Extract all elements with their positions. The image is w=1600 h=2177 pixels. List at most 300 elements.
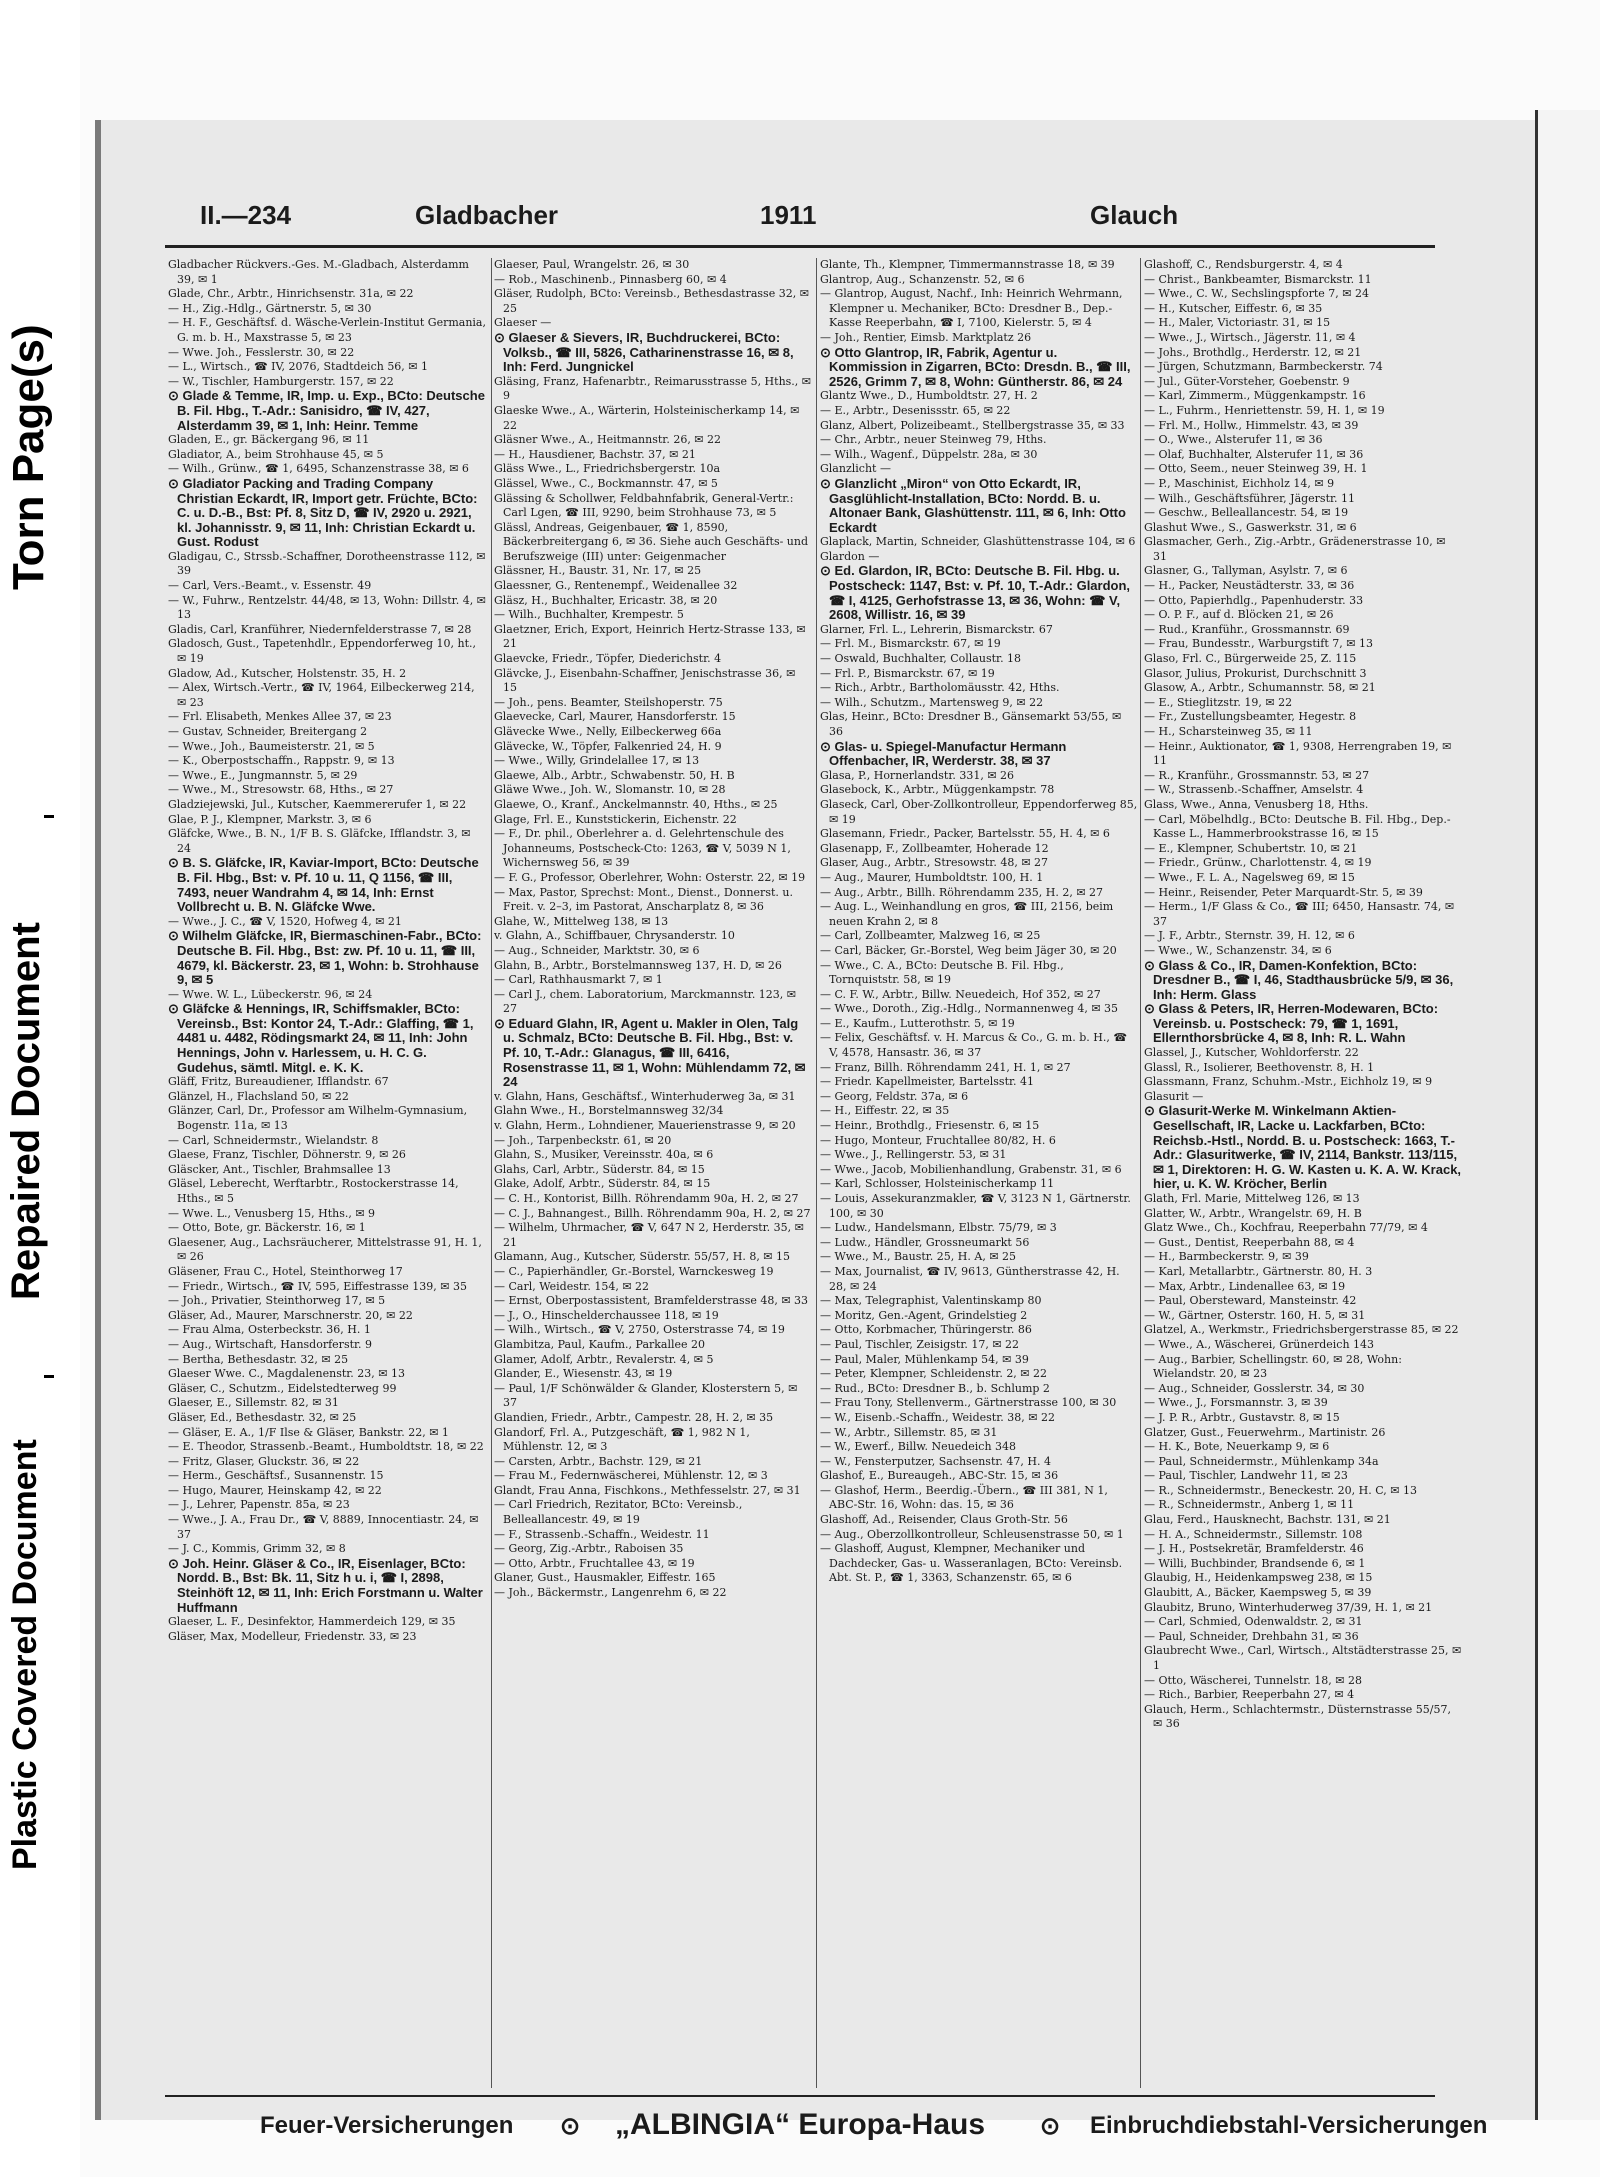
directory-entry: — Ludw., Handelsmann, Elbstr. 75/79, ✉ 3 <box>820 1221 1057 1235</box>
scan-sidebar <box>0 0 80 2177</box>
directory-entry: — Wilh., Schutzm., Martensweg 9, ✉ 22 <box>820 695 1044 709</box>
directory-entry: Glaner, Gust., Hausmakler, Eiffestr. 165 <box>494 1571 716 1585</box>
directory-entry: — Frl. Elisabeth, Menkes Allee 37, ✉ 23 <box>168 710 392 724</box>
directory-entry: — Gläser, E. A., 1/F Ilse & Gläser, Bankstr. 22, ✉ 1 <box>168 1425 449 1439</box>
directory-entry: — Carl J., chem. Laboratorium, Marckmannstr. 123, ✉ 27 <box>494 987 797 1016</box>
directory-entry: — Carl, Schneidermstr., Wielandstr. 8 <box>168 1133 379 1147</box>
directory-entry: Glashoff, Ad., Reisender, Claus Groth-Str. 56 <box>820 1513 1068 1527</box>
directory-entry: ⊙ Gläfcke & Hennings, IR, Schiffsmakler, BCto: Vereinsb., Bst: Kontor 24, T.-Adr.: Glaffing, ☎ 1, 4481 u. 4482, Rödingsmarkt 24, ✉ 11, Inh: John Hennings, John v. Harlessem, u. H. C. G. Gudehus, sämtl. Mitgl. e. K. K. <box>168 1001 474 1075</box>
header-left-word: Gladbacher <box>415 200 559 230</box>
directory-entry: — R., Schneidermstr., Beneckestr. 20, H. C, ✉ 13 <box>1144 1483 1417 1497</box>
directory-entry: — Rud., Kranführ., Grossmannstr. 69 <box>1144 622 1350 636</box>
sidebar-divider <box>44 815 54 818</box>
directory-entry: — F. G., Professor, Oberlehrer, Wohn: Osterstr. 22, ✉ 19 <box>494 870 806 884</box>
directory-entry: — Carsten, Arbtr., Bachstr. 129, ✉ 21 <box>494 1454 703 1468</box>
column-divider <box>491 258 492 2088</box>
directory-entry: Glasow, A., Arbtr., Schumannstr. 58, ✉ 21 <box>1144 681 1376 695</box>
directory-entry: Glasor, Julius, Prokurist, Durchschnitt 3 <box>1144 666 1367 680</box>
directory-entry: Glage, Frl. E., Kunststickerin, Eichenstr. 22 <box>494 812 737 826</box>
directory-entry: Glarner, Frl. L., Lehrerin, Bismarckstr. 67 <box>820 622 1053 636</box>
directory-entry: — J., O., Hinschelderchaussee 118, ✉ 19 <box>494 1308 719 1322</box>
directory-entry: — W., Arbtr., Sillemstr. 85, ✉ 31 <box>820 1425 998 1439</box>
directory-entry: — H. F., Geschäftsf. d. Wäsche-Verlein-Institut Germania, G. m. b. H., Maxstrasse 5, ✉ 23 <box>168 316 486 344</box>
directory-entry: — J. C., Kommis, Grimm 32, ✉ 8 <box>168 1542 346 1556</box>
header-rule <box>165 245 1435 248</box>
directory-entry: — H., Scharsteinweg 35, ✉ 11 <box>1144 725 1313 738</box>
directory-entry: Glath, Frl. Marie, Mittelweg 126, ✉ 13 <box>1144 1192 1360 1205</box>
directory-entry: Glävecke Wwe., Nelly, Eilbeckerweg 66a <box>494 725 722 738</box>
directory-entry: — Friedr., Grünw., Charlottenstr. 4, ✉ 19 <box>1144 856 1372 870</box>
directory-entry: — Wwe., J. A., Frau Dr., ☎ V, 8889, Innocentiastr. 24, ✉ 37 <box>168 1513 479 1541</box>
directory-entry: Gladigau, C., Strssb.-Schaffner, Dorotheenstrasse 112, ✉ 39 <box>168 549 486 578</box>
directory-entry: — Paul, Tischler, Landwehr 11, ✉ 23 <box>1144 1469 1348 1483</box>
directory-entry: — O., Wwe., Alsterufer 11, ✉ 36 <box>1144 433 1323 447</box>
directory-entry: — J. F., Arbtr., Sternstr. 39, H. 12, ✉ 6 <box>1144 929 1355 943</box>
directory-entry: Glasa, P., Hornerlandstr. 331, ✉ 26 <box>820 768 1015 782</box>
directory-entry: — Glashof, Herm., Beerdig.-Übern., ☎ III 381, N 1, ABC-Str. 16, Wohn: das. 15, ✉ 36 <box>820 1483 1108 1512</box>
directory-entry: Glae, P. J., Klempner, Markstr. 3, ✉ 6 <box>168 812 372 826</box>
page-number: II.—234 <box>200 200 292 230</box>
directory-column-2 <box>494 258 812 2098</box>
directory-entry: Glaewe, O., Kranf., Anckelmannstr. 40, Hths., ✉ 25 <box>494 797 778 811</box>
header-right-word: Glauch <box>1090 200 1179 230</box>
directory-entry: — Aug., Oberzollkontrolleur, Schleusenstrasse 50, ✉ 1 <box>820 1527 1124 1541</box>
directory-entry: — Gust., Dentist, Reeperbahn 88, ✉ 4 <box>1144 1235 1355 1249</box>
repaired-document-label: Repaired Document <box>4 922 48 1300</box>
directory-entry: — Johs., Brothdlg., Herderstr. 12, ✉ 21 <box>1144 345 1362 359</box>
directory-entry: — Max, Pastor, Sprechst: Mont., Dienst., Donnerst. u. Freit. v. 2–3, im Pastorat, Anscharplatz 8, ✉ 36 <box>494 885 793 914</box>
directory-entry: — J. H., Postsekretär, Bramfelderstr. 46 <box>1144 1542 1364 1556</box>
directory-entry: Glau, Ferd., Hausknecht, Bachstr. 131, ✉ 21 <box>1144 1513 1391 1527</box>
directory-entry: Glaubig, H., Heidenkampsweg 238, ✉ 15 <box>1144 1571 1373 1585</box>
directory-entry: — Heinr., Reisender, Peter Marquardt-Str. 5, ✉ 39 <box>1144 885 1423 899</box>
directory-entry: — Friedr. Kapellmeister, Bartelsstr. 41 <box>820 1075 1035 1089</box>
directory-entry: — W., Tischler, Hamburgerstr. 157, ✉ 22 <box>168 374 394 388</box>
directory-entry: — Jul., Güter-Vorsteher, Goebenstr. 9 <box>1144 374 1350 388</box>
directory-entry: v. Glahn, Hans, Geschäftsf., Winterhuderweg 3a, ✉ 31 <box>494 1089 796 1103</box>
page-header <box>200 200 1435 240</box>
directory-entry: ⊙ Ed. Glardon, IR, BCto: Deutsche B. Fil. Hbg. u. Postscheck: 1147, Bst: v. Pf. 10, T.-Adr.: Glardon, ☎ I, 4125, Gerhofstrasse 13, ✉ 36, Wohn: ☎ V, 2608, Willistr. 16, ✉ 39 <box>820 563 1131 623</box>
directory-entry: Glänzel, H., Flachsland 50, ✉ 22 <box>168 1089 349 1103</box>
directory-entry: Gläser, Ed., Bethesdastr. 32, ✉ 25 <box>168 1410 357 1424</box>
directory-entry: Gladen, E., gr. Bäckergang 96, ✉ 11 <box>168 433 370 447</box>
directory-entry: — O. P. F., auf d. Blöcken 21, ✉ 26 <box>1144 608 1334 622</box>
directory-entry: Glaeser, Paul, Wrangelstr. 26, ✉ 30 <box>494 258 690 271</box>
directory-entry: Glaetzner, Erich, Export, Heinrich Hertz-Strasse 133, ✉ 21 <box>494 622 806 651</box>
directory-entry: Glatz Wwe., Ch., Kochfrau, Reeperbahn 77/79, ✉ 4 <box>1144 1221 1428 1235</box>
directory-entry: — Rud., BCto: Dresdner B., b. Schlump 2 <box>820 1381 1050 1395</box>
directory-entry: Glahs, Carl, Arbtr., Süderstr. 84, ✉ 15 <box>494 1162 705 1176</box>
directory-entry: — Otto, Wäscherei, Tunnelstr. 18, ✉ 28 <box>1144 1673 1362 1687</box>
directory-entry: — W., Fuhrw., Rentzelstr. 44/48, ✉ 13, Wohn: Dillstr. 4, ✉ 13 <box>168 593 486 622</box>
directory-entry: Glante, Th., Klempner, Timmermannstrasse 18, ✉ 39 <box>820 258 1115 271</box>
directory-entry: — Paul, Maler, Mühlenkamp 54, ✉ 39 <box>820 1352 1029 1366</box>
directory-column-1 <box>168 258 486 2098</box>
directory-entry: ⊙ Glass & Peters, IR, Herren-Modewaren, BCto: Vereinsb. u. Postscheck: 79, ☎ 1, 1691, Ellernthorsbrücke 4, ✉ 8, Inh: R. L. Wahn <box>1144 1001 1439 1046</box>
directory-entry: — Olaf, Buchhalter, Alsterufer 11, ✉ 36 <box>1144 447 1364 461</box>
directory-entry: Glamer, Adolf, Arbtr., Revalerstr. 4, ✉ 5 <box>494 1352 714 1366</box>
footer-right-ad: Einbruchdiebstahl-Versicherungen <box>1090 2112 1488 2139</box>
directory-entry: — W., Eisenb.-Schaffn., Weidestr. 38, ✉ 22 <box>820 1410 1055 1424</box>
directory-entry: Glaeser, E., Sillemstr. 82, ✉ 31 <box>168 1396 339 1410</box>
directory-entry: — W., Gärtner, Osterstr. 160, H. 5, ✉ 31 <box>1144 1308 1366 1322</box>
directory-entry: Glamann, Aug., Kutscher, Süderstr. 55/57, H. 8, ✉ 15 <box>494 1250 791 1264</box>
directory-entry: Glahn, B., Arbtr., Borstelmannsweg 137, H. D, ✉ 26 <box>494 958 782 972</box>
directory-entry: Glasner, G., Tallyman, Asylstr. 7, ✉ 6 <box>1144 564 1348 578</box>
directory-entry: — Frl. M., Hollw., Himmelstr. 43, ✉ 39 <box>1144 418 1359 432</box>
directory-entry: — Georg, Feldstr. 37a, ✉ 6 <box>820 1089 969 1103</box>
directory-entry: — Aug., Schneider, Gosslerstr. 34, ✉ 30 <box>1144 1381 1365 1395</box>
directory-entry: — Paul, Schneider, Drehbahn 31, ✉ 36 <box>1144 1629 1359 1643</box>
directory-entry: ⊙ Glas- u. Spiegel-Manufactur Hermann Offenbacher, IR, Werderstr. 38, ✉ 37 <box>820 738 1067 769</box>
directory-entry: Glaeske Wwe., A., Wärterin, Holsteinischerkamp 14, ✉ 22 <box>494 403 800 432</box>
directory-entry: Glauch, Herm., Schlachtermstr., Düsternstrasse 55/57, ✉ 36 <box>1144 1702 1451 1731</box>
directory-entry: — Wwe., W., Schanzenstr. 34, ✉ 6 <box>1144 943 1332 957</box>
directory-entry: ⊙ Glanzlicht „Miron“ von Otto Eckardt, IR, Gasglühlicht-Installation, BCto: Nordd. B. u. Altonaer Bank, Glashüttenstr. 111, ✉ 6, Inh: Otto Eckardt <box>820 475 1126 535</box>
directory-entry: — Wwe., M., Baustr. 25, H. A, ✉ 25 <box>820 1250 1017 1264</box>
directory-entry: — E., Kaufm., Lutterothstr. 5, ✉ 19 <box>820 1016 1015 1030</box>
directory-entry: Glandorf, Frl. A., Putzgeschäft, ☎ 1, 982 N 1, Mühlenstr. 12, ✉ 3 <box>494 1425 750 1454</box>
directory-entry: Glahe, W., Mittelweg 138, ✉ 13 <box>494 914 669 928</box>
directory-entry: — Wilh., Wirtsch., ☎ V, 2750, Osterstrasse 74, ✉ 19 <box>494 1323 785 1337</box>
directory-entry: Glässner, H., Baustr. 31, Nr. 17, ✉ 25 <box>494 564 702 578</box>
footer-separator-icon: ⊙ <box>1040 2113 1061 2140</box>
directory-entry: — Christ., Bankbeamter, Bismarckstr. 11 <box>1144 272 1372 286</box>
directory-entry: Glambitza, Paul, Kaufm., Parkallee 20 <box>494 1337 706 1351</box>
directory-entry: — Wwe., J., Wirtsch., Jägerstr. 11, ✉ 4 <box>1144 330 1356 344</box>
directory-entry: — Frau M., Federnwäscherei, Mühlenstr. 12, ✉ 3 <box>494 1469 768 1483</box>
directory-entry: Gläwe Wwe., Joh. W., Slomanstr. 10, ✉ 28 <box>494 783 726 797</box>
directory-entry: Glaevcke, Friedr., Töpfer, Diederichstr. 4 <box>494 652 722 666</box>
directory-entry: — Wilh., Wagenf., Düppelstr. 28a, ✉ 30 <box>820 447 1038 461</box>
directory-entry: Glässel, Wwe., C., Bockmannstr. 47, ✉ 5 <box>494 476 718 490</box>
directory-entry: ⊙ Glaeser & Sievers, IR, Buchdruckerei, BCto: Volksb., ☎ III, 5826, Catharinenstrasse 16, ✉ 8, Inh: Ferd. Jungnickel <box>494 329 794 375</box>
directory-entry: — Max, Journalist, ☎ IV, 9613, Güntherstrasse 42, H. 28, ✉ 24 <box>820 1264 1120 1293</box>
directory-entry: — Heinr., Brothdlg., Friesenstr. 6, ✉ 15 <box>820 1119 1040 1133</box>
directory-entry: — Wilh., Buchhalter, Krempestr. 5 <box>494 608 684 622</box>
directory-entry: Glaese, Franz, Tischler, Döhnerstr. 9, ✉ 26 <box>168 1148 406 1162</box>
directory-entry: — Wwe., J., Forsmannstr. 3, ✉ 39 <box>1144 1396 1328 1410</box>
directory-entry: — Fr., Zustellungsbeamter, Hegestr. 8 <box>1144 710 1357 724</box>
directory-entry: — Wwe. W. L., Lübeckerstr. 96, ✉ 24 <box>168 987 373 1001</box>
directory-entry: — Wilhelm, Uhrmacher, ☎ V, 647 N 2, Herderstr. 35, ✉ 21 <box>494 1221 804 1249</box>
directory-entry: — Jürgen, Schutzmann, Barmbeckerstr. 74 <box>1144 360 1383 374</box>
directory-entry: — Gustav, Schneider, Breitergang 2 <box>168 725 368 738</box>
directory-entry: Glaeser, L. F., Desinfektor, Hammerdeich 129, ✉ 35 <box>168 1615 456 1629</box>
directory-entry: — H., Kutscher, Eiffestr. 6, ✉ 35 <box>1144 301 1323 315</box>
directory-entry: — K., Oberpostschaffn., Rappstr. 9, ✉ 13 <box>168 754 395 768</box>
directory-entry: — Wwe., F. L. A., Nagelsweg 69, ✉ 15 <box>1144 870 1355 884</box>
directory-entry: Glaubrecht Wwe., Carl, Wirtsch., Altstädterstrasse 25, ✉ 1 <box>1144 1644 1462 1672</box>
torn-pages-label: Torn Page(s) <box>4 324 53 590</box>
directory-entry: — Karl, Metallarbtr., Gärtnerstr. 80, H. 3 <box>1144 1264 1373 1278</box>
directory-entry: Glandt, Frau Anna, Fischkons., Methfesselstr. 27, ✉ 31 <box>494 1483 801 1497</box>
directory-entry: — Wwe., Willy, Grindelallee 17, ✉ 13 <box>494 754 700 768</box>
directory-entry: — Wilh., Geschäftsführer, Jägerstr. 11 <box>1144 491 1356 505</box>
directory-entry: Glass, Wwe., Anna, Venusberg 18, Hths. <box>1144 797 1369 811</box>
directory-entry: ⊙ Gladiator Packing and Trading Company Christian Eckardt, IR, Import getr. Früchte, BCto: C. u. D.-B., Bst: Pf. 8, Sitz D, ☎ IV, 2920 u. 2921, kl. Johannisstr. 9, ✉ 11, Inh: Christian Eckardt u. Gust. Rodust <box>168 475 478 550</box>
directory-entry: — Carl, Vers.-Beamt., v. Essenstr. 49 <box>168 579 372 593</box>
directory-entry: — Wwe., E., Jungmannstr. 5, ✉ 29 <box>168 768 358 782</box>
directory-entry: Glantrop, Aug., Schanzenstr. 52, ✉ 6 <box>820 272 1025 286</box>
directory-entry: — Geschw., Belleallancestr. 54, ✉ 19 <box>1144 506 1349 520</box>
directory-entry: — Wwe., J., Rellingerstr. 53, ✉ 31 <box>820 1148 1007 1162</box>
directory-entry: — H., Zig.-Hdlg., Gärtnerstr. 5, ✉ 30 <box>168 301 372 315</box>
directory-entry: — Otto, Korbmacher, Thüringerstr. 86 <box>820 1323 1032 1337</box>
directory-entry: Gladosch, Gust., Tapetenhdlr., Eppendorferweg 10, ht., ✉ 19 <box>168 637 477 666</box>
directory-entry: Gläsz, H., Buchhalter, Ericastr. 38, ✉ 20 <box>494 593 718 607</box>
directory-entry: — L., Wirtsch., ☎ IV, 2076, Stadtdeich 56, ✉ 1 <box>168 360 429 374</box>
directory-entry: Glänzer, Carl, Dr., Professor am Wilhelm-Gymnasium, Bogenstr. 11a, ✉ 13 <box>168 1104 468 1133</box>
directory-entry: Glashoff, C., Rendsburgerstr. 4, ✉ 4 <box>1144 258 1343 271</box>
directory-entry: — Aug., Barbier, Schellingstr. 60, ✉ 28, Wohn: Wielandstr. 20, ✉ 23 <box>1144 1352 1402 1381</box>
directory-entry: Gläsner Wwe., A., Heitmannstr. 26, ✉ 22 <box>494 433 722 447</box>
directory-entry: Glaessner, G., Rentenempf., Weidenallee 32 <box>494 579 738 593</box>
directory-entry: Glahn, S., Musiker, Vereinsstr. 40a, ✉ 6 <box>494 1148 714 1162</box>
header-year: 1911 <box>760 200 817 230</box>
directory-entry: — Rob., Maschinenb., Pinnasberg 60, ✉ 4 <box>494 272 727 286</box>
directory-column-4 <box>1144 258 1462 2098</box>
directory-entry: Gläsener, Frau C., Hotel, Steinthorweg 17 <box>168 1264 403 1278</box>
directory-entry: — Max, Arbtr., Lindenallee 63, ✉ 19 <box>1144 1279 1346 1293</box>
directory-entry: Glahn Wwe., H., Borstelmannsweg 32/34 <box>494 1104 724 1118</box>
directory-entry: — W., Fensterputzer, Sachsenstr. 47, H. 4 <box>820 1454 1051 1468</box>
footer-left-ad: Feuer-Versicherungen <box>260 2112 514 2139</box>
directory-entry: — E., Stieglitzstr. 19, ✉ 22 <box>1144 695 1293 709</box>
directory-entry: Glaubitt, A., Bäcker, Kaempsweg 5, ✉ 39 <box>1144 1586 1372 1600</box>
directory-entry: Glasenapp, F., Zollbeamter, Hoherade 12 <box>820 841 1049 855</box>
directory-entry: — Friedr., Wirtsch., ☎ IV, 595, Eiffestrasse 139, ✉ 35 <box>168 1279 467 1293</box>
directory-entry: Glardon — <box>820 549 880 563</box>
directory-entry: Glävcke, J., Eisenbahn-Schaffner, Jenischstrasse 36, ✉ 15 <box>494 666 796 695</box>
directory-entry: — Wwe., J. C., ☎ V, 1520, Hofweg 4, ✉ 21 <box>168 914 402 928</box>
directory-entry: Gladiator, A., beim Strohhause 45, ✉ 5 <box>168 447 384 461</box>
directory-entry: — Hugo, Monteur, Fruchtallee 80/82, H. 6 <box>820 1133 1056 1147</box>
directory-entry: Glässing & Schollwer, Feldbahnfabrik, General-Vertr.: Carl Lgen, ☎ III, 9290, beim Strohhause 73, ✉ 5 <box>494 491 794 520</box>
directory-entry: — Franz, Billh. Röhrendamm 241, H. 1, ✉ 27 <box>820 1060 1071 1074</box>
directory-entry: — H. A., Schneidermstr., Sillemstr. 108 <box>1144 1527 1363 1541</box>
directory-entry: — Carl, Möbelhdlg., BCto: Deutsche B. Fil. Hbg., Dep.-Kasse L., Hammerbrookstrasse 16, ✉ 15 <box>1144 812 1451 841</box>
directory-entry: — Joh., Rentier, Eimsb. Marktplatz 26 <box>820 330 1032 344</box>
directory-entry: Glade, Chr., Arbtr., Hinrichsenstr. 31a, ✉ 22 <box>168 287 414 301</box>
directory-entry: ⊙ B. S. Gläfcke, IR, Kaviar-Import, BCto: Deutsche B. Fil. Hbg., Bst: v. Pf. 10 u. 11, Q 1156, ☎ III, 7493, neuer Wandrahm 4, ✉ 14, Inh: Ernst Vollbrecht u. B. N. Gläfcke Wwe. <box>168 855 479 915</box>
directory-entry: — Ludw., Händler, Grossneumarkt 56 <box>820 1235 1030 1249</box>
directory-entry: Glassmann, Franz, Schuhm.-Mstr., Eichholz 19, ✉ 9 <box>1144 1075 1433 1089</box>
directory-entry: — Joh., Privatier, Steinthorweg 17, ✉ 5 <box>168 1294 386 1308</box>
directory-entry: ⊙ Glade & Temme, IR, Imp. u. Exp., BCto: Deutsche B. Fil. Hbg., T.-Adr.: Sanisidro, ☎ IV, 427, Alsterdamm 39, ✉ 1, Inh: Heinr. Temme <box>168 388 485 433</box>
directory-entry: Gläss Wwe., L., Friedrichsbergerstr. 10a <box>494 462 721 476</box>
directory-entry: — H., Barmbeckerstr. 9, ✉ 39 <box>1144 1250 1309 1264</box>
directory-entry: — W., Strassenb.-Schaffner, Amselstr. 4 <box>1144 783 1364 797</box>
directory-entry: Gladis, Carl, Kranführer, Niedernfelderstrasse 7, ✉ 28 <box>168 622 472 636</box>
directory-entry: — Carl, Rathhausmarkt 7, ✉ 1 <box>494 973 663 987</box>
directory-entry: Glasurit — <box>1144 1089 1204 1103</box>
directory-entry: — H., Hausdiener, Bachstr. 37, ✉ 21 <box>494 447 696 461</box>
directory-entry: Gläser, Ad., Maurer, Marschnerstr. 20, ✉ 22 <box>168 1308 413 1322</box>
directory-entry: — Oswald, Buchhalter, Collaustr. 18 <box>820 652 1022 666</box>
directory-entry: — Wwe., Jacob, Mobilienhandlung, Grabenstr. 31, ✉ 6 <box>820 1162 1122 1176</box>
directory-entry: — H. K., Bote, Neuerkamp 9, ✉ 6 <box>1144 1440 1330 1454</box>
directory-entry: — Otto, Seem., neuer Steinweg 39, H. 1 <box>1144 462 1368 476</box>
directory-entry: — J. P. R., Arbtr., Gustavstr. 8, ✉ 15 <box>1144 1410 1340 1424</box>
directory-entry: — Aug., Schneider, Marktstr. 30, ✉ 6 <box>494 943 700 957</box>
footer-rule <box>165 2095 1435 2097</box>
directory-entry: — Paul, Schneidermstr., Mühlenkamp 34a <box>1144 1454 1379 1468</box>
directory-entry: — Frau Alma, Osterbeckstr. 36, H. 1 <box>168 1323 371 1337</box>
directory-entry: Glanz, Albert, Polizeibeamt., Stellbergstrasse 35, ✉ 33 <box>820 418 1125 432</box>
sidebar-divider <box>44 1375 54 1378</box>
directory-entry: Glaeser — <box>494 316 552 330</box>
directory-entry: — F., Dr. phil., Oberlehrer a. d. Gelehrtenschule des Johanneums, Postscheck-Cto: 1263, ☎ V, 5039 N 1, Wichernsweg 56, ✉ 39 <box>494 827 791 870</box>
directory-entry: — Frau, Bundesstr., Warburgstift 7, ✉ 13 <box>1144 637 1373 651</box>
directory-entry: v. Glahn, A., Schiffbauer, Chrysanderstr. 10 <box>494 929 735 943</box>
directory-entry: Gladziejewski, Jul., Kutscher, Kaemmererufer 1, ✉ 22 <box>168 797 467 811</box>
directory-entry: Gläsing, Franz, Hafenarbtr., Reimarusstrasse 5, Hths., ✉ 9 <box>494 374 812 403</box>
directory-entry: — E., Arbtr., Desenissstr. 65, ✉ 22 <box>820 403 1011 417</box>
directory-entry: — Herm., Geschäftsf., Susannenstr. 15 <box>168 1469 384 1483</box>
directory-entry: — E., Klempner, Schubertstr. 10, ✉ 21 <box>1144 841 1358 855</box>
directory-entry: — Alex, Wirtsch.-Vertr., ☎ IV, 1964, Eilbeckerweg 214, ✉ 23 <box>168 681 475 709</box>
directory-entry: Glasebock, K., Arbtr., Müggenkampstr. 78 <box>820 783 1055 797</box>
directory-entry: Gläff, Fritz, Bureaudiener, Ifflandstr. 67 <box>168 1075 389 1089</box>
directory-entry: — E. Theodor, Strassenb.-Beamt., Humboldtstr. 18, ✉ 22 <box>168 1440 484 1454</box>
directory-entry: Glaeser Wwe. C., Magdalenenstr. 23, ✉ 13 <box>168 1367 405 1381</box>
directory-entry: — Ernst, Oberpostassistent, Bramfelderstrasse 48, ✉ 33 <box>494 1294 809 1308</box>
directory-entry: Glaso, Frl. C., Bürgerweide 25, Z. 115 <box>1144 652 1357 666</box>
directory-entry: — Chr., Arbtr., neuer Steinweg 79, Hths. <box>820 433 1047 447</box>
directory-entry: — L., Fuhrm., Henriettenstr. 59, H. 1, ✉ 19 <box>1144 403 1385 417</box>
directory-entry: — Fritz, Glaser, Gluckstr. 36, ✉ 22 <box>168 1454 360 1468</box>
directory-entry: Glaubitz, Bruno, Winterhuderweg 37/39, H. 1, ✉ 21 <box>1144 1600 1433 1614</box>
directory-entry: — Paul, Obersteward, Mansteinstr. 42 <box>1144 1294 1357 1308</box>
directory-entry: Glaplack, Martin, Schneider, Glashüttenstrasse 104, ✉ 6 <box>820 535 1136 549</box>
directory-entry: ⊙ Glasurit-Werke M. Winkelmann Aktien-Gesellschaft, IR, Lacke u. Lackfarben, BCto: Reichsb.-Hstl., Nordd. B. u. Postscheck: 1663, T.-Adr.: Glasuritwerke, ☎ IV, 2114, Bankstr. 113/115, ✉ 1, Direktoren: H. G. W. Kasten u. K. A. W. Krack, hier, u. K. W. Kröcher, Berlin <box>1144 1103 1462 1192</box>
directory-entry: — H., Packer, Neustädterstr. 33, ✉ 36 <box>1144 579 1355 593</box>
directory-entry: — C., Papierhändler, Gr.-Borstel, Warnckesweg 19 <box>494 1264 774 1278</box>
directory-entry: Glandien, Friedr., Arbtr., Campestr. 28, H. 2, ✉ 35 <box>494 1410 774 1424</box>
directory-entry: Gladbacher Rückvers.-Ges. M.-Gladbach, Alsterdamm 39, ✉ 1 <box>168 258 469 286</box>
plastic-covered-label: Plastic Covered Document <box>6 1439 44 1870</box>
directory-entry: Glasemann, Friedr., Packer, Bartelsstr. 55, H. 4, ✉ 6 <box>820 827 1110 841</box>
directory-entry: Glatzel, A., Werkmstr., Friedrichsbergerstrasse 85, ✉ 22 <box>1144 1323 1459 1337</box>
directory-entry: — Aug., Wirtschaft, Hansdorferstr. 9 <box>168 1337 373 1351</box>
directory-entry: Glässl, Andreas, Geigenbauer, ☎ 1, 8590, Bäckerbreitergang 6, ✉ 36. Siehe auch Geschäfts- und Berufszweige (III) unter: Geigenmacher <box>494 520 809 563</box>
directory-entry: — Wwe., Doroth., Zig.-Hdlg., Normannenweg 4, ✉ 35 <box>820 1002 1119 1016</box>
directory-entry: — Heinr., Auktionator, ☎ 1, 9308, Herrengraben 19, ✉ 11 <box>1144 739 1452 768</box>
directory-entry: Glatzer, Gust., Feuerwehrm., Martinistr. 26 <box>1144 1425 1386 1439</box>
footer-separator-icon: ⊙ <box>560 2113 581 2140</box>
directory-entry: — Wwe., A., Wäscherei, Grünerdeich 143 <box>1144 1337 1375 1351</box>
directory-entry: ⊙ Wilhelm Gläfcke, IR, Biermaschinen-Fabr., BCto: Deutsche B. Fil. Hbg., Bst: zw. Pf. 10 u. 11, ☎ III, 4679, kl. Bäckerstr. 23, ✉ 1, Wohn: b. Strohhause 9, ✉ 5 <box>168 928 482 988</box>
directory-entry: — Bertha, Bethesdastr. 32, ✉ 25 <box>168 1352 349 1366</box>
directory-entry: — Wwe. Joh., Fesslerstr. 30, ✉ 22 <box>168 345 355 359</box>
directory-entry: — Carl, Schmied, Odenwaldstr. 2, ✉ 31 <box>1144 1615 1363 1629</box>
directory-entry: — Otto, Bote, gr. Bäckerstr. 16, ✉ 1 <box>168 1221 366 1235</box>
directory-entry: Glasmacher, Gerh., Zig.-Arbtr., Grädenerstrasse 10, ✉ 31 <box>1144 535 1446 563</box>
directory-entry: Glassl, R., Isolierer, Beethovenstr. 8, H. 1 <box>1144 1060 1375 1074</box>
directory-entry: Glander, E., Wiesenstr. 43, ✉ 19 <box>494 1367 673 1381</box>
directory-entry: — Paul, Tischler, Zeisigstr. 17, ✉ 22 <box>820 1337 1020 1351</box>
directory-entry: — Wwe., C. A., BCto: Deutsche B. Fil. Hbg., Tornquiststr. 58, ✉ 19 <box>820 958 1064 987</box>
directory-entry: Gläscker, Ant., Tischler, Brahmsallee 13 <box>168 1162 391 1176</box>
directory-entry: — Georg, Zig.-Arbtr., Raboisen 35 <box>494 1542 684 1556</box>
directory-entry: Gladow, Ad., Kutscher, Holstenstr. 35, H. 2 <box>168 666 407 680</box>
directory-entry: Gläser, Max, Modelleur, Friedenstr. 33, ✉ 23 <box>168 1629 417 1643</box>
directory-column-3 <box>820 258 1138 2098</box>
directory-entry: — C. J., Bahnangest., Billh. Röhrendamm 90a, H. 2, ✉ 27 <box>494 1206 811 1220</box>
directory-entry: Glaevecke, Carl, Maurer, Hansdorferstr. 15 <box>494 710 736 724</box>
directory-entry: Glanzlicht — <box>820 462 891 476</box>
directory-entry: — Glashoff, August, Klempner, Mechaniker und Dachdecker, Gas- u. Wasseranlagen, BCto: Vereinsb. Abt. St. P., ☎ 1, 3363, Schanzenstr. 65, ✉ 6 <box>820 1542 1123 1585</box>
directory-entry: — Aug. L., Weinhandlung en gros, ☎ III, 2156, beim neuen Krahn 2, ✉ 8 <box>820 900 1114 928</box>
directory-entry: — Hugo, Maurer, Heinskamp 42, ✉ 22 <box>168 1483 382 1497</box>
directory-entry: — Carl, Bäcker, Gr.-Borstel, Weg beim Jäger 30, ✉ 20 <box>820 943 1117 957</box>
directory-entry: — H., Maler, Victoriastr. 31, ✉ 15 <box>1144 316 1331 330</box>
directory-entry: — Aug., Maurer, Humboldtstr. 100, H. 1 <box>820 870 1044 884</box>
directory-entry: — Moritz, Gen.-Agent, Grindelstieg 2 <box>820 1308 1028 1322</box>
column-divider <box>816 258 817 2088</box>
directory-entry: Glassel, J., Kutscher, Wohldorferstr. 22 <box>1144 1046 1359 1060</box>
directory-entry: — C. H., Kontorist, Billh. Röhrendamm 90a, H. 2, ✉ 27 <box>494 1192 799 1205</box>
directory-entry: — Wwe., M., Stresowstr. 68, Hths., ✉ 27 <box>168 783 394 797</box>
directory-entry: — Joh., Tarpenbeckstr. 61, ✉ 20 <box>494 1133 672 1147</box>
directory-entry: — Otto, Arbtr., Fruchtallee 43, ✉ 19 <box>494 1556 695 1570</box>
directory-entry: — Joh., Bäckermstr., Langenrehm 6, ✉ 22 <box>494 1586 727 1600</box>
directory-entry: — Wwe. L., Venusberg 15, Hths., ✉ 9 <box>168 1206 376 1220</box>
directory-entry: v. Glahn, Herm., Lohndiener, Mauerienstrasse 9, ✉ 20 <box>494 1119 796 1133</box>
directory-entry: — Carl Friedrich, Rezitator, BCto: Vereinsb., Belleallancestr. 49, ✉ 19 <box>494 1498 743 1527</box>
page-footer <box>165 2102 1488 2152</box>
directory-entry: Gläser, C., Schutzm., Eidelstedterweg 99 <box>168 1381 397 1395</box>
directory-entry: — F., Strassenb.-Schaffn., Weidestr. 11 <box>494 1527 710 1541</box>
directory-entry: — Wwe., Joh., Baumeisterstr. 21, ✉ 5 <box>168 739 375 753</box>
next-page-edge <box>1535 110 1600 2120</box>
footer-center-ad: „ALBINGIA“ Europa-Haus <box>615 2108 986 2141</box>
directory-entry: — Karl, Schlosser, Holsteinischerkamp 11 <box>820 1177 1055 1191</box>
directory-entry: — J., Lehrer, Papenstr. 85a, ✉ 23 <box>168 1498 350 1512</box>
directory-entry: — Louis, Assekuranzmakler, ☎ V, 3123 N 1, Gärtnerstr. 100, ✉ 30 <box>820 1192 1131 1220</box>
directory-entry: Glaewe, Alb., Arbtr., Schwabenstr. 50, H. B <box>494 768 735 782</box>
directory-entry: — Max, Telegraphist, Valentinskamp 80 <box>820 1294 1042 1308</box>
directory-entry: — Carl, Weidestr. 154, ✉ 22 <box>494 1279 650 1293</box>
directory-entry: — Rich., Arbtr., Bartholomäusstr. 42, Hths. <box>820 681 1060 695</box>
directory-entry: — Rich., Barbier, Reeperbahn 27, ✉ 4 <box>1144 1688 1355 1702</box>
directory-entry: Glas, Heinr., BCto: Dresdner B., Gänsemarkt 53/55, ✉ 36 <box>820 710 1122 738</box>
directory-entry: Gläser, Rudolph, BCto: Vereinsb., Bethesdastrasse 32, ✉ 25 <box>494 287 809 315</box>
directory-entry: — Joh., pens. Beamter, Steilshoperstr. 75 <box>494 695 723 709</box>
directory-entry: — Glantrop, August, Nachf., Inh: Heinrich Wehrmann, Klempner u. Mechaniker, BCto: Dresdner B., Dep.-Kasse Reeperbahn, ☎ I, 7100, Kielerstr. 5, ✉ 4 <box>820 287 1123 330</box>
directory-entry: Glashut Wwe., S., Gaswerkstr. 31, ✉ 6 <box>1144 520 1357 534</box>
directory-entry: Glashof, E., Bureaugeh., ABC-Str. 15, ✉ 36 <box>820 1469 1059 1483</box>
directory-entry: — Otto, Papierhdlg., Papenhuderstr. 33 <box>1144 593 1364 607</box>
directory-entry: Glaesener, Aug., Lachsräucherer, Mittelstrasse 91, H. 1, ✉ 26 <box>168 1235 482 1264</box>
directory-entry: Glantz Wwe., D., Humboldtstr. 27, H. 2 <box>820 389 1038 403</box>
directory-entry: Glaser, Aug., Arbtr., Stresowstr. 48, ✉ 27 <box>820 856 1049 870</box>
directory-entry: — Felix, Geschäftsf. v. H. Marcus & Co., G. m. b. H., ☎ V, 4578, Hansastr. 36, ✉ 37 <box>820 1031 1128 1060</box>
directory-entry: ⊙ Eduard Glahn, IR, Agent u. Makler in Olen, Talg u. Schmalz, BCto: Deutsche B. Fil. Hbg., Bst: v. Pf. 10, T.-Adr.: Glanagus, ☎ III, 6416, Rosenstrasse 11, ✉ 1, Wohn: Mühlendamm 72, ✉ 24 <box>494 1015 806 1090</box>
directory-entry: Gläfcke, Wwe., B. N., 1/F B. S. Gläfcke, Ifflandstr. 3, ✉ 24 <box>168 827 471 855</box>
directory-entry: — Frau Tony, Stellenverm., Gärtnerstrasse 100, ✉ 30 <box>820 1396 1117 1410</box>
directory-entry: — Wilh., Grünw., ☎ 1, 6495, Schanzenstrasse 38, ✉ 6 <box>168 462 469 476</box>
directory-entry: Glaseck, Carl, Ober-Zollkontrolleur, Eppendorferweg 85, ✉ 19 <box>820 797 1138 826</box>
directory-entry: Glake, Adolf, Arbtr., Süderstr. 84, ✉ 15 <box>494 1177 711 1191</box>
directory-entry: — Frl. P., Bismarckstr. 67, ✉ 19 <box>820 666 995 680</box>
directory-entry: — W., Ewerf., Billw. Neuedeich 348 <box>820 1440 1017 1454</box>
directory-entry: — C. F. W., Arbtr., Billw. Neuedeich, Hof 352, ✉ 27 <box>820 987 1101 1001</box>
directory-entry: — Carl, Zollbeamter, Malzweg 16, ✉ 25 <box>820 929 1041 943</box>
directory-entry: — P., Maschinist, Eichholz 14, ✉ 9 <box>1144 476 1335 490</box>
column-divider <box>1140 258 1141 2088</box>
